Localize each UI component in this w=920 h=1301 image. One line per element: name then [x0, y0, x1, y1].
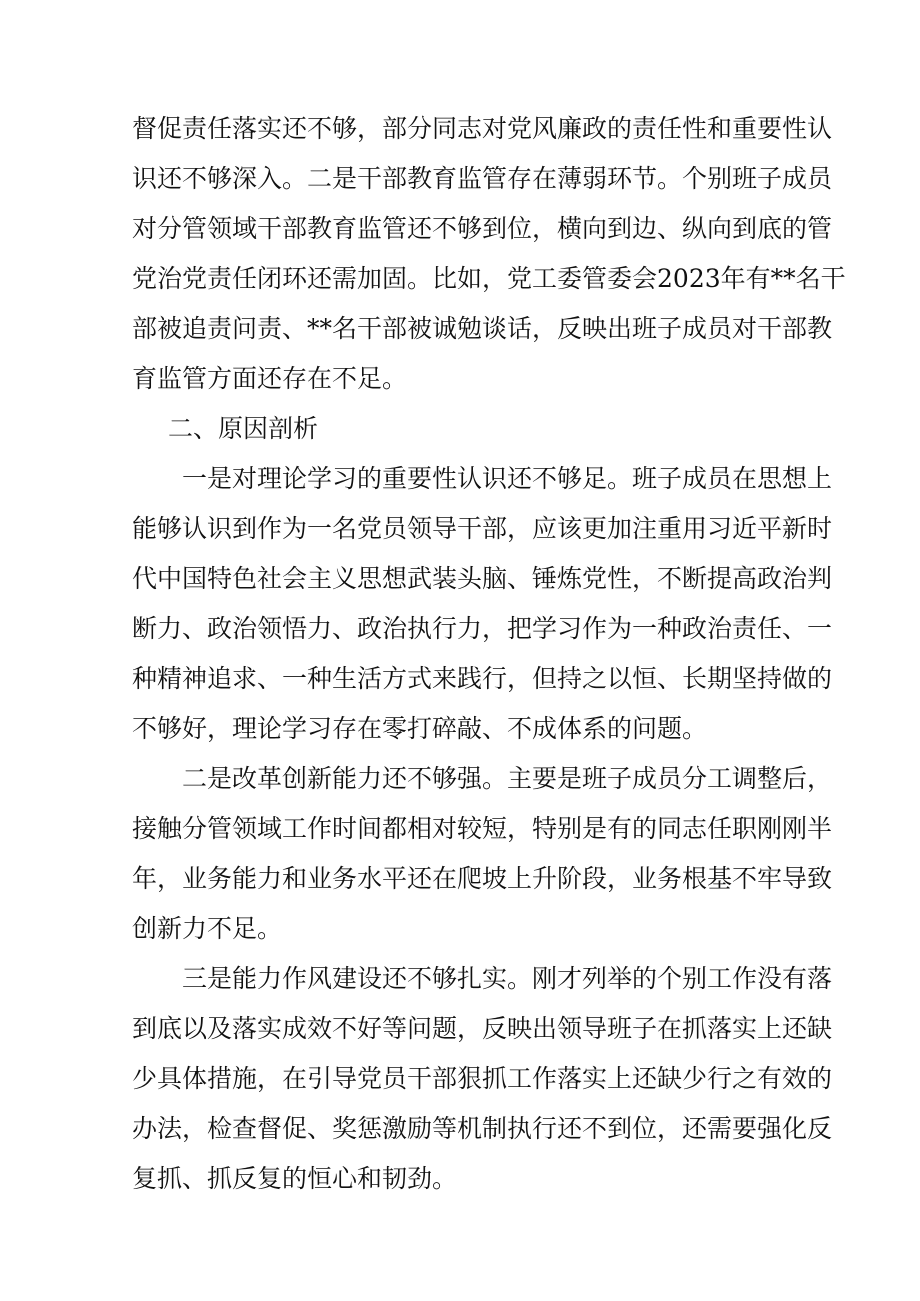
- paragraph-3-line-3: 年，业务能力和业务水平还在爬坡上升阶段，业务根基不牢导致: [132, 864, 833, 893]
- paragraph-1-line-1: 督促责任落实还不够，部分同志对党风廉政的责任性和重要性认: [132, 114, 833, 143]
- paragraph-4-line-4: 办法，检查督促、奖惩激励等机制执行还不到位，还需要强化反: [132, 1114, 833, 1143]
- paragraph-4-line-5: 复抓、抓反复的恒心和韧劲。: [132, 1164, 458, 1193]
- paragraph-3-line-1: 二是改革创新能力还不够强。主要是班子成员分工调整后，: [182, 764, 833, 793]
- paragraph-2-line-5: 种精神追求、一种生活方式来践行，但持之以恒、长期坚持做的: [132, 664, 833, 693]
- paragraph-2-line-6: 不够好，理论学习存在零打碎敲、不成体系的问题。: [132, 714, 708, 743]
- section-heading: 二、原因剖析: [168, 414, 319, 443]
- paragraph-2-line-1: 一是对理论学习的重要性认识还不够足。班子成员在思想上: [182, 464, 833, 493]
- paragraph-1-line-3: 对分管领域干部教育监管还不够到位，横向到边、纵向到底的管: [132, 214, 833, 243]
- paragraph-4-line-1: 三是能力作风建设还不够扎实。刚才列举的个别工作没有落: [182, 964, 833, 993]
- paragraph-1-line-6: 育监管方面还存在不足。: [132, 364, 408, 393]
- paragraph-2-line-2: 能够认识到作为一名党员领导干部，应该更加注重用习近平新时: [132, 514, 833, 543]
- paragraph-3-line-4: 创新力不足。: [132, 914, 283, 943]
- paragraph-2-line-3: 代中国特色社会主义思想武装头脑、锤炼党性，不断提高政治判: [132, 564, 833, 593]
- paragraph-1-line-4: 党治党责任闭环还需加固。比如，党工委管委会2023年有**名干: [132, 264, 846, 293]
- paragraph-3-line-2: 接触分管领域工作时间都相对较短，特别是有的同志任职刚刚半: [132, 814, 833, 843]
- paragraph-1-line-5: 部被追责问责、**名干部被诚勉谈话，反映出班子成员对干部教: [132, 314, 833, 343]
- paragraph-4-line-3: 少具体措施，在引导党员干部狠抓工作落实上还缺少行之有效的: [132, 1064, 833, 1093]
- paragraph-1-line-2: 识还不够深入。二是干部教育监管存在薄弱环节。个别班子成员: [132, 164, 833, 193]
- paragraph-2-line-4: 断力、政治领悟力、政治执行力，把学习作为一种政治责任、一: [132, 614, 833, 643]
- paragraph-4-line-2: 到底以及落实成效不好等问题，反映出领导班子在抓落实上还缺: [132, 1014, 833, 1043]
